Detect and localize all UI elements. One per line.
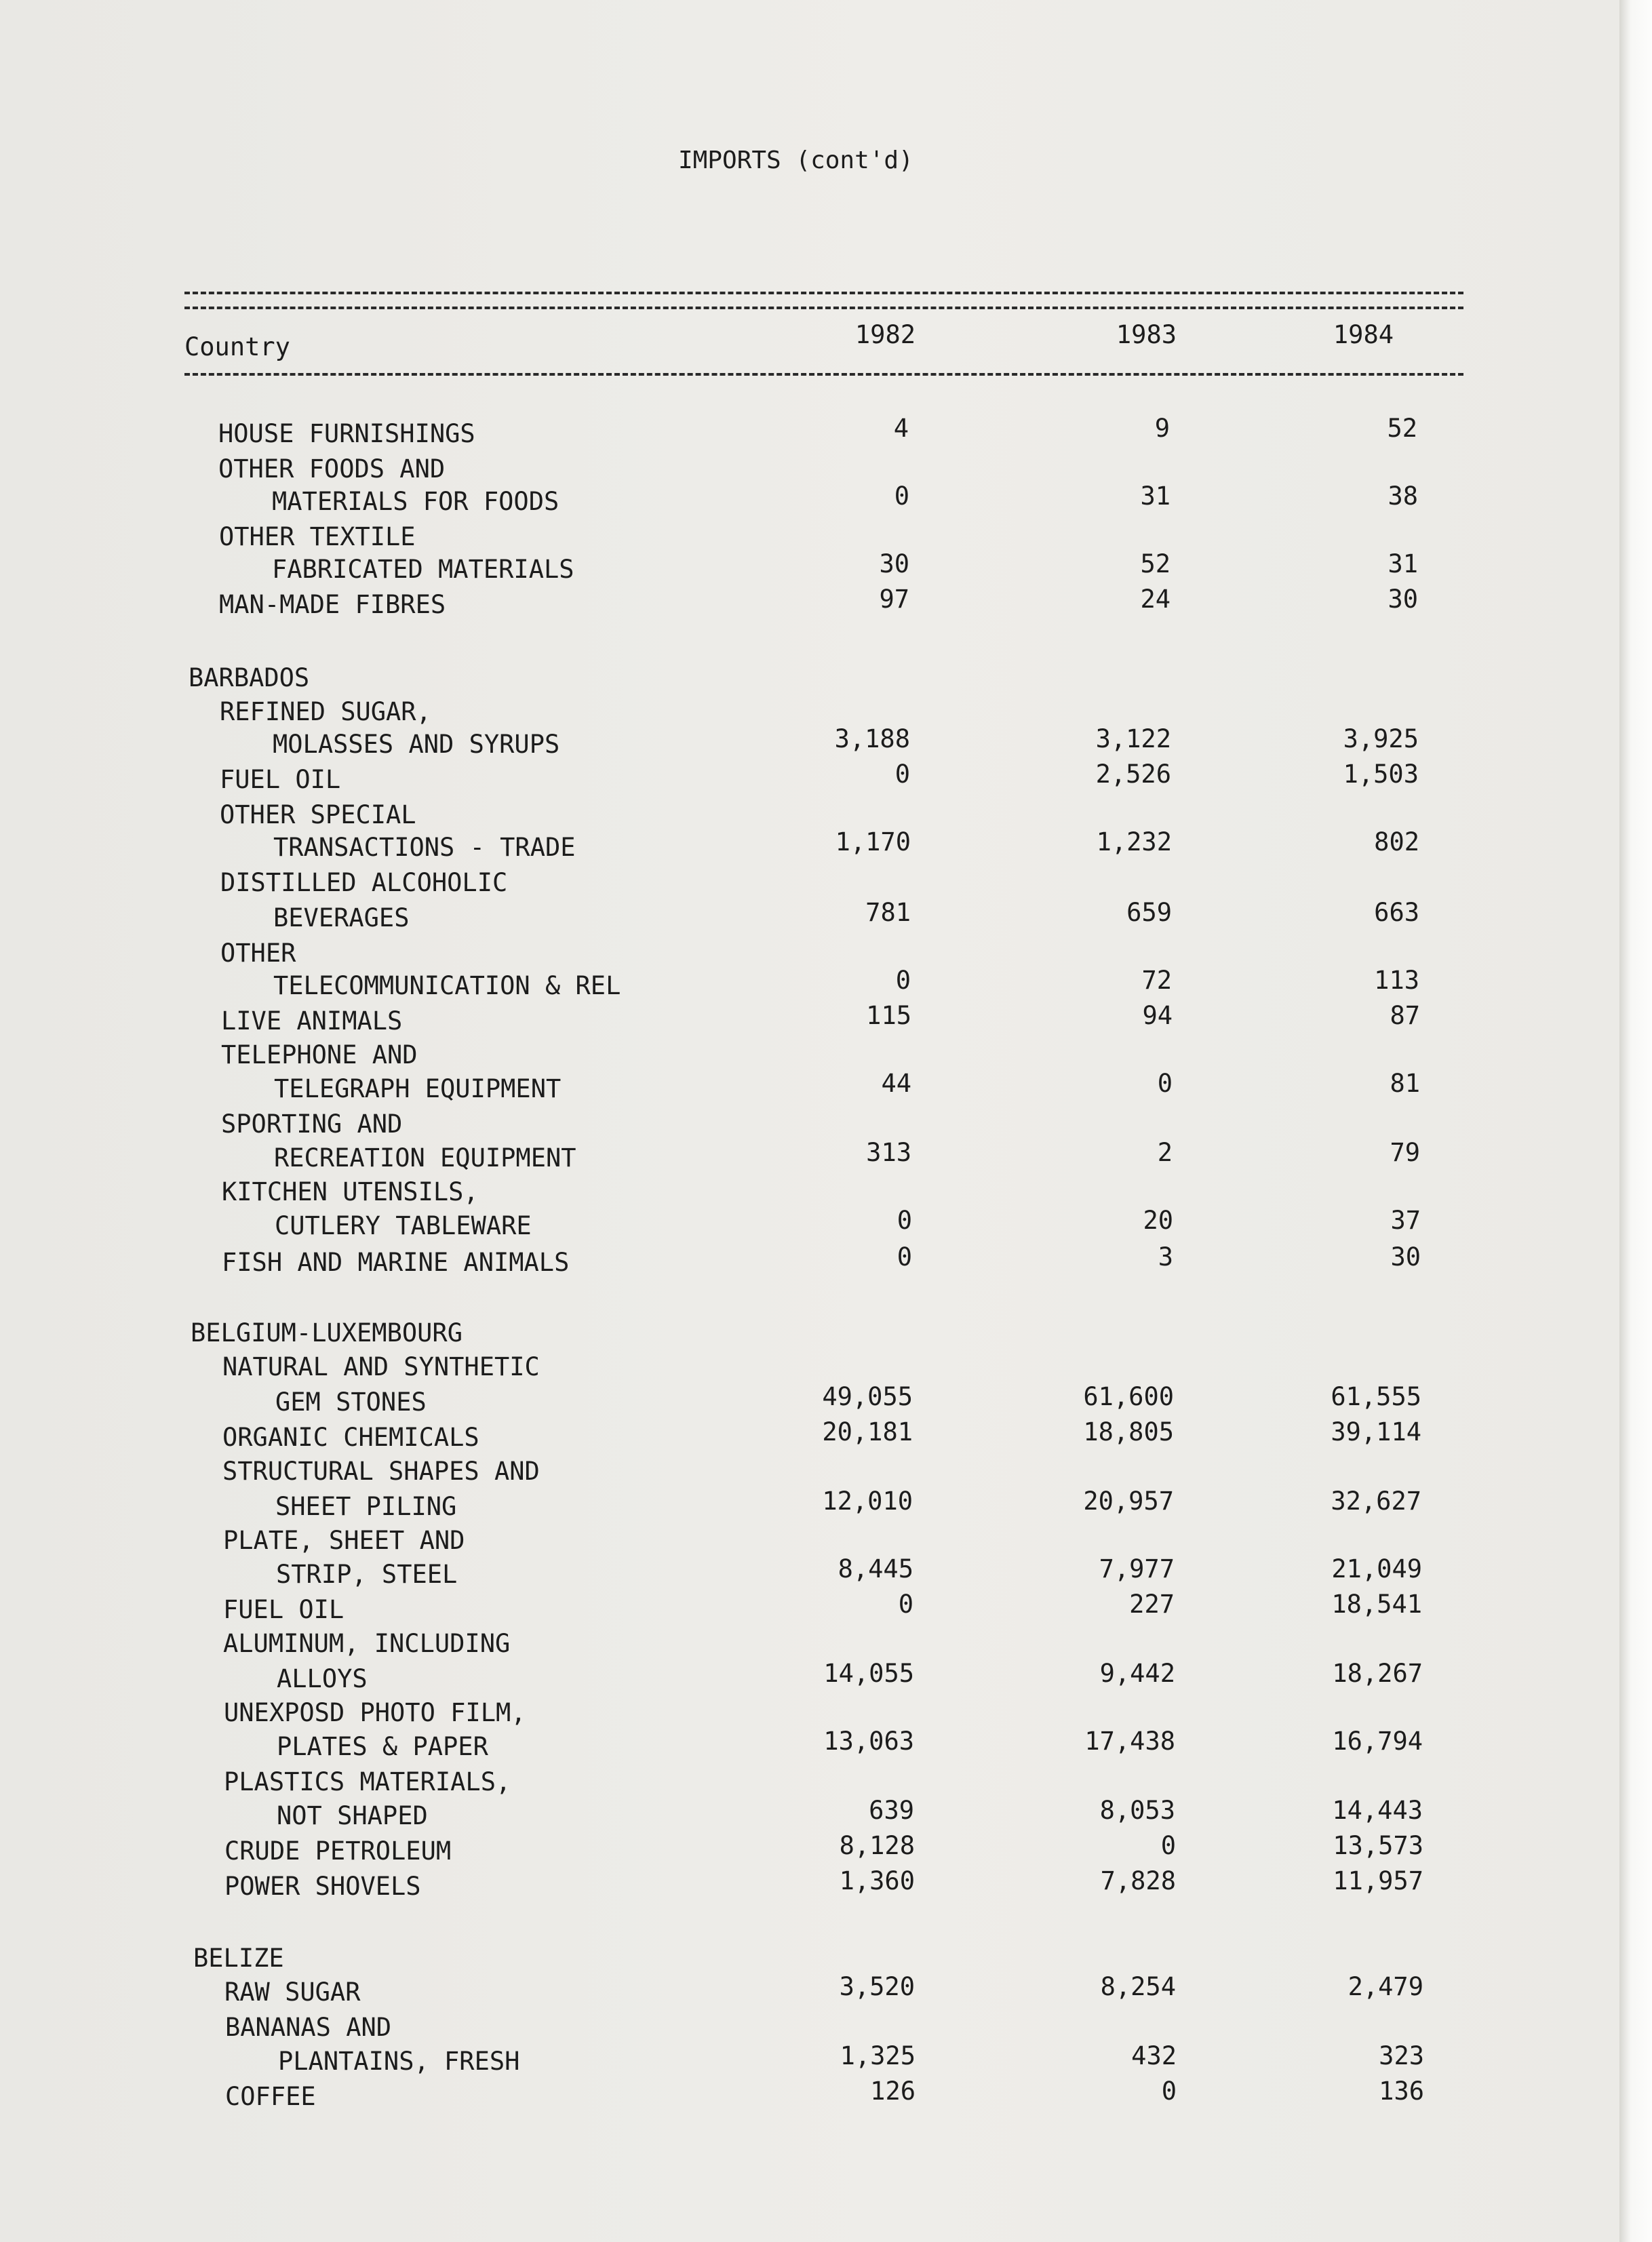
value-1984: 79 bbox=[1390, 1138, 1420, 1167]
value-1984: 38 bbox=[1388, 481, 1418, 511]
top-rule bbox=[184, 292, 1463, 294]
table-row bbox=[0, 481, 1628, 519]
row-label: BANANAS AND bbox=[225, 2013, 392, 2042]
row-label: TELECOMMUNICATION & REL bbox=[273, 971, 621, 1000]
value-1982: 8,128 bbox=[839, 1831, 915, 1860]
row-label: SHEET PILING bbox=[275, 1492, 457, 1521]
row-label: GEM STONES bbox=[275, 1388, 427, 1417]
value-1983: 2,526 bbox=[1095, 760, 1171, 789]
row-label: HOUSE FURNISHINGS bbox=[218, 419, 475, 448]
value-1982: 781 bbox=[865, 898, 911, 927]
row-label: BEVERAGES bbox=[273, 903, 410, 932]
value-1984: 3,925 bbox=[1343, 724, 1419, 753]
value-1983: 3,122 bbox=[1095, 724, 1171, 753]
value-1983: 8,053 bbox=[1099, 1796, 1175, 1825]
value-1984: 18,267 bbox=[1332, 1659, 1423, 1688]
value-1983: 2 bbox=[1157, 1138, 1173, 1167]
value-1983: 0 bbox=[1157, 1069, 1173, 1098]
value-1984: 31 bbox=[1388, 549, 1418, 578]
value-1982: 14,055 bbox=[823, 1659, 914, 1688]
row-label: OTHER SPECIAL bbox=[220, 800, 416, 829]
value-1982: 0 bbox=[895, 966, 911, 995]
row-label: ORGANIC CHEMICALS bbox=[222, 1423, 479, 1452]
value-1983: 24 bbox=[1140, 585, 1171, 614]
value-1982: 12,010 bbox=[822, 1487, 913, 1516]
value-1983: 94 bbox=[1142, 1001, 1173, 1030]
value-1982: 126 bbox=[870, 2077, 916, 2106]
value-1982: 97 bbox=[879, 585, 909, 614]
row-label: FUEL OIL bbox=[220, 765, 341, 794]
value-1984: 30 bbox=[1388, 585, 1418, 614]
value-1984: 32,627 bbox=[1331, 1487, 1421, 1516]
row-label: OTHER bbox=[220, 939, 296, 968]
value-1983: 432 bbox=[1131, 2041, 1177, 2070]
value-1982: 639 bbox=[869, 1796, 914, 1825]
value-1983: 20,957 bbox=[1083, 1487, 1174, 1516]
value-1982: 1,170 bbox=[835, 827, 911, 857]
row-label: NOT SHAPED bbox=[277, 1801, 428, 1830]
column-header-1983: 1983 bbox=[1116, 320, 1177, 349]
value-1982: 1,360 bbox=[839, 1866, 915, 1895]
row-label: CUTLERY TABLEWARE bbox=[275, 1211, 532, 1240]
table-row bbox=[0, 416, 1628, 452]
row-label: PLANTAINS, FRESH bbox=[278, 2047, 520, 2076]
row-label: MAN-MADE FIBRES bbox=[219, 590, 446, 619]
row-label: FISH AND MARINE ANIMALS bbox=[222, 1248, 570, 1277]
column-header-country: Country bbox=[184, 332, 290, 361]
value-1984: 663 bbox=[1374, 898, 1419, 927]
value-1982: 0 bbox=[897, 1242, 912, 1272]
table-row bbox=[0, 827, 1628, 865]
value-1984: 323 bbox=[1379, 2041, 1424, 2070]
value-1982: 49,055 bbox=[822, 1382, 913, 1411]
value-1984: 113 bbox=[1374, 966, 1419, 995]
row-label: MATERIALS FOR FOODS bbox=[272, 487, 559, 516]
column-header-1982: 1982 bbox=[854, 320, 916, 349]
value-1984: 52 bbox=[1387, 414, 1417, 443]
value-1984: 2,479 bbox=[1348, 1972, 1423, 2001]
table-row bbox=[0, 1071, 1628, 1107]
value-1984: 18,541 bbox=[1331, 1590, 1422, 1619]
row-label: CRUDE PETROLEUM bbox=[224, 1836, 452, 1866]
value-1982: 3,188 bbox=[834, 724, 910, 753]
table-row bbox=[0, 1417, 1628, 1455]
value-1983: 1,232 bbox=[1096, 827, 1172, 857]
row-label: OTHER TEXTILE bbox=[219, 522, 416, 551]
row-label: ALUMINUM, INCLUDING bbox=[223, 1629, 511, 1658]
value-1983: 9,442 bbox=[1099, 1659, 1175, 1688]
value-1982: 0 bbox=[894, 481, 909, 511]
value-1984: 21,049 bbox=[1331, 1554, 1422, 1584]
table-row bbox=[0, 1972, 1628, 2010]
row-label: TRANSACTIONS - TRADE bbox=[273, 833, 576, 862]
row-label: ALLOYS bbox=[277, 1664, 368, 1693]
row-label: TELEGRAPH EQUIPMENT bbox=[274, 1074, 562, 1103]
row-label: MOLASSES AND SYRUPS bbox=[273, 730, 560, 759]
value-1984: 16,794 bbox=[1332, 1727, 1423, 1756]
table-row bbox=[0, 1316, 1628, 1351]
value-1982: 20,181 bbox=[822, 1417, 913, 1447]
value-1982: 0 bbox=[898, 1590, 913, 1619]
value-1982: 30 bbox=[879, 549, 909, 578]
row-label: BELGIUM-LUXEMBOURG bbox=[191, 1318, 463, 1348]
value-1984: 30 bbox=[1390, 1242, 1421, 1272]
value-1984: 13,573 bbox=[1333, 1831, 1423, 1860]
row-label: RAW SUGAR bbox=[224, 1978, 361, 2007]
row-label: LIVE ANIMALS bbox=[221, 1006, 403, 1036]
row-label: FUEL OIL bbox=[223, 1595, 345, 1624]
value-1983: 18,805 bbox=[1083, 1417, 1174, 1447]
table-row bbox=[0, 1729, 1628, 1765]
value-1984: 14,443 bbox=[1332, 1796, 1423, 1825]
value-1983: 31 bbox=[1140, 481, 1171, 511]
row-label: FABRICATED MATERIALS bbox=[272, 555, 574, 584]
row-label: PLATE, SHEET AND bbox=[223, 1526, 465, 1555]
row-label: POWER SHOVELS bbox=[224, 1872, 421, 1901]
row-label: NATURAL AND SYNTHETIC bbox=[222, 1352, 540, 1381]
value-1982: 4 bbox=[893, 414, 909, 443]
value-1984: 136 bbox=[1379, 2077, 1424, 2106]
table-row bbox=[0, 1661, 1628, 1697]
row-label: PLATES & PAPER bbox=[277, 1732, 488, 1761]
page-title: IMPORTS (cont'd) bbox=[678, 146, 913, 174]
value-1982: 44 bbox=[881, 1069, 911, 1098]
column-header-1984: 1984 bbox=[1333, 320, 1394, 349]
value-1983: 0 bbox=[1160, 1831, 1176, 1860]
row-label: STRUCTURAL SHAPES AND bbox=[222, 1457, 540, 1486]
row-label: SPORTING AND bbox=[221, 1109, 403, 1139]
value-1983: 61,600 bbox=[1083, 1382, 1174, 1411]
value-1983: 9 bbox=[1154, 414, 1170, 443]
value-1983: 7,977 bbox=[1099, 1554, 1175, 1584]
table-row bbox=[0, 1138, 1628, 1176]
value-1982: 13,063 bbox=[823, 1727, 914, 1756]
value-1983: 8,254 bbox=[1100, 1972, 1176, 2001]
header-rule bbox=[184, 373, 1463, 376]
value-1983: 227 bbox=[1129, 1590, 1175, 1619]
value-1983: 20 bbox=[1143, 1206, 1173, 1235]
table-row bbox=[0, 1489, 1628, 1525]
value-1983: 52 bbox=[1140, 549, 1171, 578]
table-row bbox=[0, 661, 1628, 696]
value-1983: 17,438 bbox=[1084, 1727, 1175, 1756]
row-label: BELIZE bbox=[193, 1944, 284, 1973]
row-label: TELEPHONE AND bbox=[221, 1040, 418, 1069]
row-label: PLASTICS MATERIALS, bbox=[224, 1767, 511, 1796]
value-1982: 313 bbox=[866, 1138, 911, 1167]
value-1983: 7,828 bbox=[1100, 1866, 1176, 1895]
value-1982: 1,325 bbox=[840, 2041, 916, 2070]
table-row bbox=[0, 1866, 1628, 1904]
value-1983: 0 bbox=[1161, 2077, 1177, 2106]
row-label: KITCHEN UTENSILS, bbox=[222, 1177, 479, 1206]
row-label: UNEXPOSD PHOTO FILM, bbox=[224, 1698, 526, 1727]
table-row bbox=[0, 1592, 1628, 1628]
value-1982: 0 bbox=[897, 1206, 912, 1235]
table-row bbox=[0, 1242, 1628, 1280]
table-row bbox=[0, 762, 1628, 798]
table-row bbox=[0, 898, 1628, 936]
value-1982: 115 bbox=[866, 1001, 911, 1030]
value-1982: 0 bbox=[894, 760, 910, 789]
row-label: COFFEE bbox=[225, 2082, 316, 2111]
value-1984: 802 bbox=[1374, 827, 1419, 857]
value-1984: 87 bbox=[1390, 1001, 1420, 1030]
value-1982: 3,520 bbox=[839, 1972, 915, 2001]
value-1984: 1,503 bbox=[1343, 760, 1419, 789]
table-row bbox=[0, 1001, 1628, 1039]
top-rule-2 bbox=[184, 307, 1463, 309]
row-label: RECREATION EQUIPMENT bbox=[274, 1143, 576, 1173]
row-label: DISTILLED ALCOHOLIC bbox=[220, 868, 508, 897]
value-1984: 39,114 bbox=[1331, 1417, 1421, 1447]
value-1984: 11,957 bbox=[1333, 1866, 1423, 1895]
table-row bbox=[0, 2079, 1628, 2115]
row-label: OTHER FOODS AND bbox=[218, 454, 446, 484]
value-1984: 37 bbox=[1390, 1206, 1421, 1235]
table-row bbox=[0, 1208, 1628, 1244]
row-label: BARBADOS bbox=[189, 663, 310, 692]
row-label: STRIP, STEEL bbox=[276, 1560, 458, 1589]
value-1983: 659 bbox=[1126, 898, 1172, 927]
value-1983: 3 bbox=[1158, 1242, 1173, 1272]
value-1984: 81 bbox=[1390, 1069, 1420, 1098]
table-row bbox=[0, 587, 1628, 623]
value-1982: 8,445 bbox=[838, 1554, 913, 1584]
row-label: REFINED SUGAR, bbox=[220, 697, 431, 726]
value-1983: 72 bbox=[1141, 966, 1172, 995]
value-1984: 61,555 bbox=[1331, 1382, 1421, 1411]
